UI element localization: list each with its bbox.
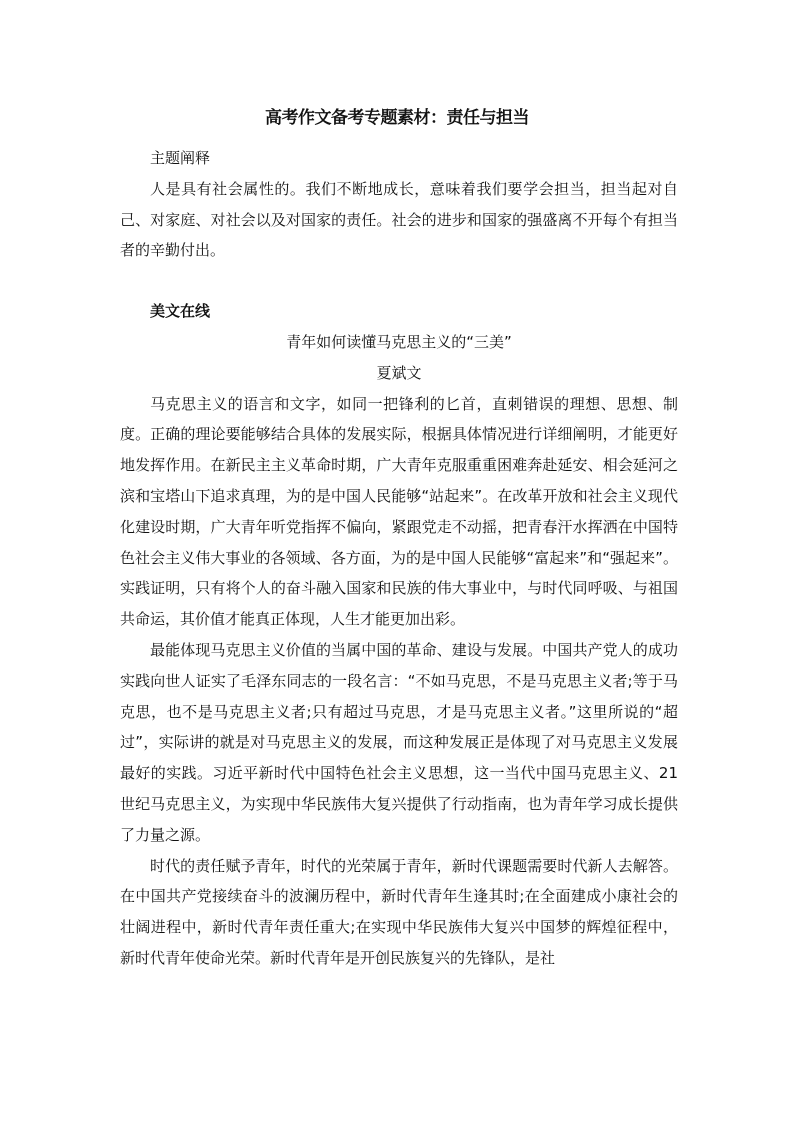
theme-heading: 主题阐释 (150, 149, 211, 167)
document-title: 高考作文备考专题素材：责任与担当 (265, 108, 529, 128)
section-heading: 美文在线 (150, 302, 211, 321)
theme-paragraph: 人是具有社会属性的。我们不断地成长，意味着我们要学会担当，担当起对自己、对家庭、对社会以及对国家的责任。社会的进步和国家的强盛离不开每个有担当者的辛勤付出。 (120, 179, 678, 260)
document-body (120, 143, 678, 974)
article-paragraph-2: 最能体现马克思主义价值的当属中国的革命、建设与发展。中国共产党人的成功实践向世人证实了毛泽东同志的一段名言：“不如马克思，不是马克思主义者;等于马克思，也不是马克思主义者;只有超过马克思，才是马克思主义者。”这里所说的“超过”，实际讲的就是对马克思主义的发展，而这种发展正是体现了对马克思主义发展最好的实践。习近平新时代中国特色社会主义思想，这一当代中国马克思主义、21世纪马克思主义，为实现中华民族伟大复兴提供了行动指南，也为青年学习成长提供了力量之源。 (120, 640, 678, 844)
article-title: 青年如何读懂马克思主义的“三美” (286, 332, 512, 351)
article-paragraph-1: 马克思主义的语言和文字，如同一把锋利的匕首，直刺错误的理想、思想、制度。正确的理论要能够结合具体的发展实际，根据具体情况进行详细阐明，才能更好地发挥作用。在新民主主义革命时期，广大青年克服重重困难奔赴延安、相会延河之滨和宝塔山下追求真理，为的是中国人民能够“站起来”。在改革开放和社会主义现代化建设时期，广大青年听党指挥不偏向，紧跟党走不动摇，把青春汗水挥洒在中国特色社会主义伟大事业的各领域、各方面，为的是中国人民能够“富起来”和“强起来”。实践证明，只有将个人的奋斗融入国家和民族的伟大事业中，与时代同呼吸、与祖国共命运，其价值才能真正体现，人生才能更加出彩。 (120, 394, 678, 629)
article-paragraph-3: 时代的责任赋予青年，时代的光荣属于青年，新时代课题需要时代新人去解答。在中国共产党接续奋斗的波澜历程中，新时代青年生逢其时;在全面建成小康社会的壮阔进程中，新时代青年责任重大;在实现中华民族伟大复兴中国梦的辉煌征程中，新时代青年使命光荣。新时代青年是开创民族复兴的先锋队，是社 (120, 856, 678, 967)
article-author: 夏斌文 (376, 363, 422, 382)
section-spacer (120, 266, 678, 296)
